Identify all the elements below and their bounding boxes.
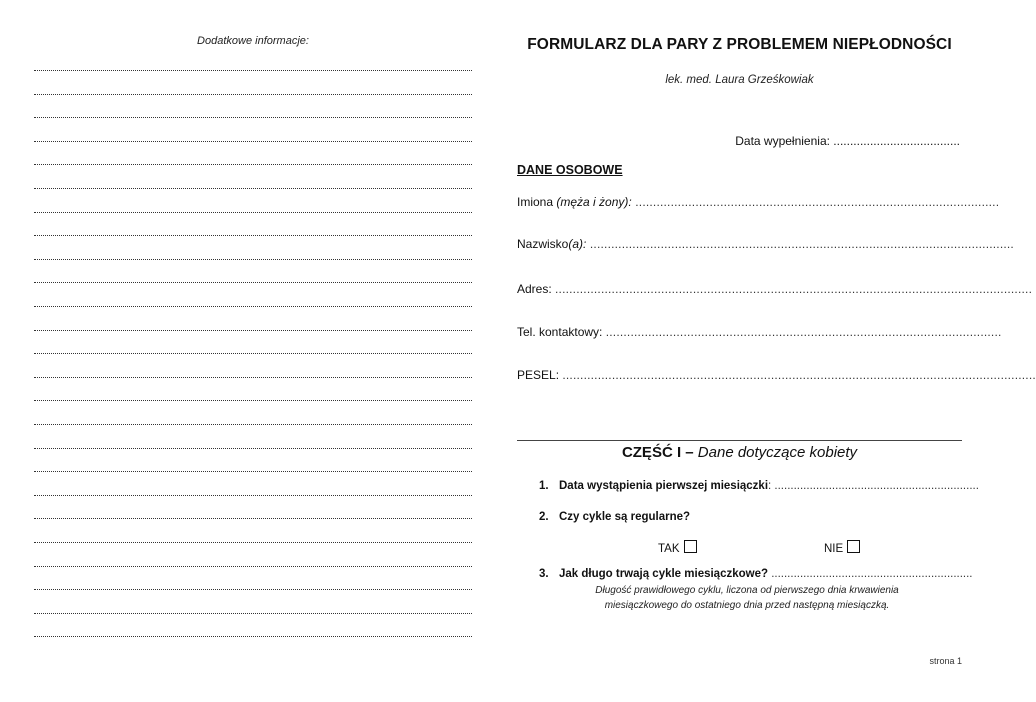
personal-data-heading: DANE OSOBOWE (517, 163, 623, 177)
question-1-dots: ................................................................ (774, 480, 979, 492)
additional-info-section (34, 0, 472, 702)
pesel-label: PESEL: (517, 368, 563, 382)
address-field[interactable] (517, 282, 1033, 296)
writing-line[interactable] (34, 566, 472, 567)
question-2 (539, 511, 960, 523)
writing-line[interactable] (34, 94, 472, 95)
question-1-colon: : (768, 480, 775, 492)
writing-line[interactable] (34, 70, 472, 71)
checkbox-no[interactable] (847, 540, 860, 553)
writing-line[interactable] (34, 306, 472, 307)
names-label: Imiona (517, 195, 557, 209)
phone-field[interactable] (517, 325, 1002, 339)
writing-line[interactable] (34, 353, 472, 354)
section-divider (517, 440, 962, 441)
writing-line[interactable] (34, 282, 472, 283)
form-title: FORMULARZ DLA PARY Z PROBLEMEM NIEPŁODNOŚCI (527, 36, 952, 53)
question-2-number: 2. (539, 511, 549, 523)
writing-line[interactable] (34, 495, 472, 496)
surname-label-italic: (a): (568, 237, 587, 251)
option-yes[interactable] (658, 540, 697, 555)
writing-line[interactable] (34, 141, 472, 142)
names-field[interactable] (517, 195, 1000, 209)
checkbox-yes[interactable] (684, 540, 697, 553)
writing-line[interactable] (34, 117, 472, 118)
part1-title-italic: Dane dotyczące kobiety (697, 444, 858, 461)
writing-line[interactable] (34, 164, 472, 165)
address-dots: ....................................................................................................................................... (555, 282, 1033, 296)
question-1[interactable] (539, 480, 979, 492)
option-yes-label: TAK (658, 543, 680, 555)
writing-line[interactable] (34, 188, 472, 189)
pesel-dots: ...................................................................................................................................... (562, 368, 1036, 382)
surname-label: Nazwisko (517, 237, 569, 251)
question-1-text: Data wystąpienia pierwszej miesiączki (559, 480, 769, 492)
part1-title-bold: CZĘŚĆ I – (621, 444, 698, 461)
pesel-field[interactable] (517, 368, 1036, 382)
fill-date-field[interactable] (735, 134, 960, 148)
writing-line[interactable] (34, 259, 472, 260)
page-number: strona 1 (929, 656, 962, 666)
note-line-2: miesiączkowego do ostatniego dnia przed następną miesiączką. (604, 600, 890, 611)
writing-line[interactable] (34, 424, 472, 425)
question-1-number: 1. (539, 480, 549, 492)
option-no-label: NIE (824, 543, 844, 555)
question-3-text: Jak długo trwają cykle miesiączkowe? (559, 568, 769, 580)
writing-line[interactable] (34, 589, 472, 590)
writing-line[interactable] (34, 330, 472, 331)
question-3-number: 3. (539, 568, 549, 580)
writing-line[interactable] (34, 235, 472, 236)
writing-line[interactable] (34, 400, 472, 401)
surname-field[interactable] (517, 237, 1014, 251)
writing-line[interactable] (34, 518, 472, 519)
writing-line[interactable] (34, 636, 472, 637)
writing-line[interactable] (34, 613, 472, 614)
writing-line[interactable] (34, 448, 472, 449)
phone-label: Tel. kontaktowy: (517, 325, 606, 339)
note-line-1: Długość prawidłowego cyklu, liczona od pierwszego dnia krwawienia (595, 585, 899, 596)
cycle-length-note (577, 583, 917, 613)
names-dots: ....................................................................................................... (631, 195, 1000, 209)
writing-line[interactable] (34, 212, 472, 213)
phone-dots: ................................................................................................................ (605, 325, 1002, 339)
writing-line[interactable] (34, 471, 472, 472)
writing-line[interactable] (34, 377, 472, 378)
question-3[interactable] (539, 568, 973, 580)
part1-title (517, 444, 962, 461)
form-page (517, 0, 1036, 702)
names-label-italic: (męża i żony): (556, 195, 632, 209)
option-no[interactable] (824, 540, 860, 555)
additional-info-title: Dodatkowe informacje: (197, 35, 309, 47)
question-2-text: Czy cykle są regularne? (559, 511, 691, 523)
fill-date-dots: ...................................... (833, 134, 960, 148)
writing-line[interactable] (34, 542, 472, 543)
surname-dots: ........................................................................................................................ (586, 237, 1014, 251)
address-label: Adres: (517, 282, 556, 296)
question-3-dots: ............................................................... (768, 568, 973, 580)
fill-date-label: Data wypełnienia: (735, 134, 834, 148)
doctor-name: lek. med. Laura Grześkowiak (665, 74, 814, 86)
